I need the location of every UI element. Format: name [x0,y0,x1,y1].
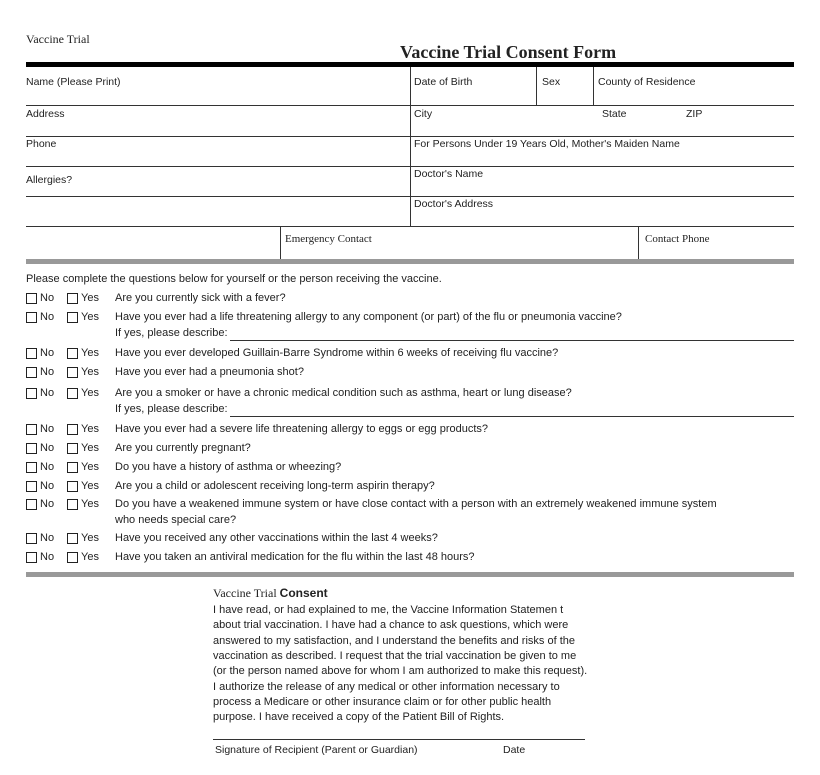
question-text: Have you received any other vaccinations within the last 4 weeks? [115,532,438,544]
sex-label: Sex [542,76,561,88]
no-checkbox[interactable] [26,387,54,399]
doctor-address-label: Doctor's Address [414,198,494,210]
consent-line: I authorize the release of any medical or other information necessary to [213,680,560,693]
doctor-name-label: Doctor's Name [414,168,484,180]
yes-checkbox[interactable] [67,551,99,563]
checkbox-box[interactable] [26,367,37,378]
yes-checkbox[interactable] [67,387,99,399]
consent-line: vaccination as described. I request that the trial vaccination be given to me [213,649,577,662]
grid-line [280,226,281,260]
question-text: Do you have a history of asthma or wheezing? [115,461,342,473]
section-rule [26,572,794,577]
checkbox-box[interactable] [26,424,37,435]
no-label: No [40,532,55,544]
contact-phone-label: Contact Phone [645,233,710,245]
dob-label: Date of Birth [414,76,473,88]
consent-line: about trial vaccination. I have had a chance to ask questions, which were [213,619,569,632]
question-subtext: If yes, please describe: [115,327,228,339]
yes-label: Yes [81,347,99,359]
address-label: Address [26,108,65,120]
name-label: Name (Please Print) [26,76,121,88]
question-subtext: who needs special care? [115,514,237,526]
yes-checkbox[interactable] [67,532,99,544]
checkbox-box[interactable] [26,312,37,323]
yes-label: Yes [81,442,99,454]
question-text: Have you ever developed Guillain-Barre Syndrome within 6 weeks of receiving flu vaccine? [115,347,559,359]
checkbox-box[interactable] [26,388,37,399]
checkbox-box[interactable] [26,293,37,304]
yes-checkbox[interactable] [67,480,99,492]
yes-label: Yes [81,423,99,435]
consent-heading-prefix: Vaccine Trial [213,586,277,600]
describe-input-line[interactable] [230,416,794,417]
no-label: No [40,311,55,323]
yes-checkbox[interactable] [67,442,99,454]
no-checkbox[interactable] [26,480,54,492]
checkbox-box[interactable] [67,312,78,323]
yes-label: Yes [81,498,99,510]
yes-label: Yes [81,532,99,544]
grid-line [536,67,537,105]
checkbox-box[interactable] [26,533,37,544]
city-label: City [414,108,433,120]
no-label: No [40,498,55,510]
yes-checkbox[interactable] [67,366,99,378]
signature-line [213,739,585,740]
question-text: Are you currently pregnant? [115,442,251,454]
checkbox-box[interactable] [26,443,37,454]
checkbox-box[interactable] [67,424,78,435]
consent-line: purpose. I have received a copy of the Patient Bill of Rights. [213,711,505,724]
checkbox-box[interactable] [67,348,78,359]
consent-line: I have read, or had explained to me, the Vaccine Information Statemen t [213,604,564,616]
no-checkbox[interactable] [26,366,54,378]
describe-input-line[interactable] [230,340,794,341]
no-label: No [40,387,55,399]
yes-checkbox[interactable] [67,347,99,359]
yes-checkbox[interactable] [67,498,99,510]
question-text: Have you ever had a life threatening allergy to any component (or part) of the flu or pneumonia vaccine? [115,311,622,323]
questions-intro: Please complete the questions below for yourself or the person receiving the vaccine. [26,273,442,285]
no-label: No [40,480,55,492]
no-checkbox[interactable] [26,347,54,359]
county-label: County of Residence [598,76,696,88]
checkbox-box[interactable] [26,499,37,510]
question-text: Do you have a weakened immune system or have close contact with a person with an extremely weakened immune system [115,498,717,510]
checkbox-box[interactable] [67,499,78,510]
question-text: Have you ever had a pneumonia shot? [115,366,304,378]
grid-line [638,226,639,260]
yes-label: Yes [81,292,99,304]
no-checkbox[interactable] [26,498,54,510]
no-label: No [40,423,55,435]
question-subtext: If yes, please describe: [115,403,228,415]
checkbox-box[interactable] [26,481,37,492]
no-checkbox[interactable] [26,551,54,563]
yes-label: Yes [81,387,99,399]
page-title: Vaccine Trial Consent Form [400,42,617,62]
no-label: No [40,442,55,454]
grid-line [593,67,594,105]
checkbox-box[interactable] [26,348,37,359]
no-label: No [40,292,55,304]
yes-label: Yes [81,461,99,473]
checkbox-box[interactable] [67,552,78,563]
no-label: No [40,461,55,473]
maiden-name-label: For Persons Under 19 Years Old, Mother's Maiden Name [414,138,680,150]
consent-line: process a Medicare or other insurance claim or for other public health [213,695,552,708]
question-text: Have you taken an antiviral medication for the flu within the last 48 hours? [115,551,475,563]
no-label: No [40,366,55,378]
checkbox-box[interactable] [67,481,78,492]
yes-checkbox[interactable] [67,311,99,323]
yes-label: Yes [81,311,99,323]
yes-checkbox[interactable] [67,292,99,304]
checkbox-box[interactable] [67,293,78,304]
allergies-label: Allergies? [26,174,73,186]
checkbox-box[interactable] [26,552,37,563]
consent-heading-bold: Consent [279,586,328,600]
no-checkbox[interactable] [26,442,54,454]
checkbox-box[interactable] [67,533,78,544]
yes-checkbox[interactable] [67,461,99,473]
yes-label: Yes [81,366,99,378]
checkbox-box[interactable] [67,388,78,399]
question-text: Are you a smoker or have a chronic medical condition such as asthma, heart or lung disease? [115,387,572,399]
question-text: Have you ever had a severe life threatening allergy to eggs or egg products? [115,423,489,435]
yes-label: Yes [81,480,99,492]
consent-line: (or the person named above for whom I am authorized to make this request). [213,665,588,678]
zip-label: ZIP [686,108,703,120]
yes-label: Yes [81,551,99,563]
no-label: No [40,551,55,563]
state-label: State [602,108,627,120]
signature-label: Signature of Recipient (Parent or Guardian) [215,744,418,756]
grid-line [410,67,411,226]
header-small-label: Vaccine Trial [26,32,90,46]
date-label: Date [503,744,526,756]
section-rule [26,259,794,264]
consent-heading [213,586,328,601]
consent-line: answered to my satisfaction, and I understand the benefits and risks of the [213,634,575,647]
phone-label: Phone [26,138,57,150]
no-checkbox[interactable] [26,532,54,544]
no-checkbox[interactable] [26,292,54,304]
question-text: Are you a child or adolescent receiving long-term aspirin therapy? [115,480,435,492]
checkbox-box[interactable] [67,367,78,378]
yes-checkbox[interactable] [67,423,99,435]
no-checkbox[interactable] [26,423,54,435]
grid-line [26,226,794,227]
no-checkbox[interactable] [26,461,54,473]
question-text: Are you currently sick with a fever? [115,292,286,304]
emergency-contact-label: Emergency Contact [285,233,372,245]
no-checkbox[interactable] [26,311,54,323]
checkbox-box[interactable] [67,443,78,454]
no-label: No [40,347,55,359]
checkbox-box[interactable] [26,462,37,473]
checkbox-box[interactable] [67,462,78,473]
